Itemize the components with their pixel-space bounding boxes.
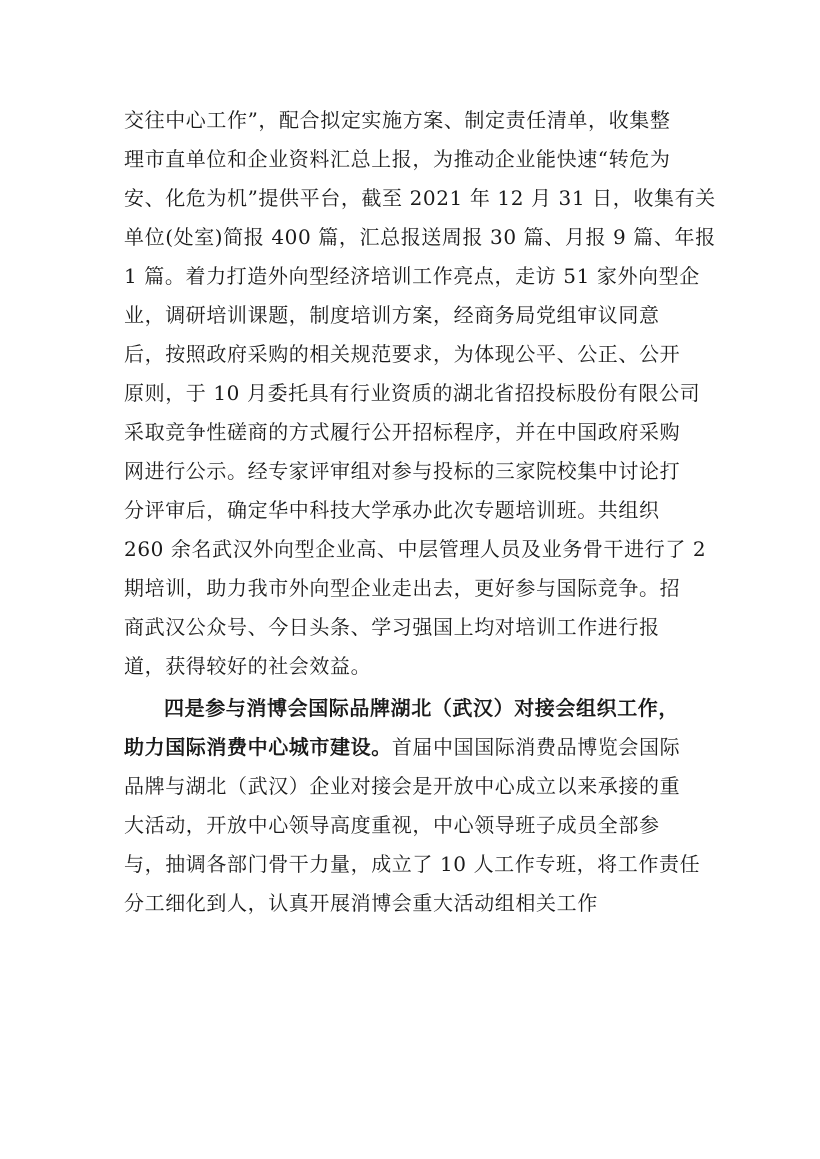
section-heading: 四是参与消博会国际品牌湖北（武汉）对接会组织工作， <box>164 696 679 720</box>
text-line: 安、化危为机”提供平台，截至 2021 年 12 月 31 日，收集有关 <box>124 186 716 210</box>
text-line: 交往中心工作”，配合拟定实施方案、制定责任清单，收集整 <box>124 108 671 132</box>
text-line <box>124 728 724 767</box>
text-span: 首届中国国际消费品博览会国际 <box>391 735 681 759</box>
section-heading-continued: 助力国际消费中心城市建设。 <box>124 735 392 759</box>
text-line: 理市直单位和企业资料汇总上报，为推动企业能快速“转危为 <box>124 147 671 171</box>
text-line: 与，抽调各部门骨干力量，成立了 10 人工作专班，将工作责任 <box>124 852 701 876</box>
text-line: 260 余名武汉外向型企业高、中层管理人员及业务骨干进行了 2 <box>124 537 707 561</box>
text-line: 单位(处室)简报 400 篇，汇总报送周报 30 篇、月报 9 篇、年报 <box>124 225 716 249</box>
text-line: 道，获得较好的社会效益。 <box>124 654 372 678</box>
text-line: 分工细化到人，认真开展消博会重大活动组相关工作 <box>124 891 598 915</box>
text-line: 采取竞争性磋商的方式履行公开招标程序，并在中国政府采购 <box>124 420 681 444</box>
body-text <box>124 101 724 923</box>
text-line: 1 篇。着力打造外向型经济培训工作亮点，走访 51 家外向型企 <box>124 264 700 288</box>
text-line: 业，调研培训课题，制度培训方案，经商务局党组审议同意 <box>124 303 660 327</box>
text-line: 原则，于 10 月委托具有行业资质的湖北省招投标股份有限公司 <box>124 381 701 405</box>
text-line: 大活动，开放中心领导高度重视，中心领导班子成员全部参 <box>124 813 660 837</box>
text-line: 期培训，助力我市外向型企业走出去，更好参与国际竞争。招 <box>124 576 681 600</box>
text-line: 分评审后，确定华中科技大学承办此次专题培训班。共组织 <box>124 498 660 522</box>
text-line: 商武汉公众号、今日头条、学习强国上均对培训工作进行报 <box>124 615 660 639</box>
text-line: 网进行公示。经专家评审组对参与投标的三家院校集中讨论打 <box>124 459 681 483</box>
text-line: 后，按照政府采购的相关规范要求，为体现公平、公正、公开 <box>124 342 681 366</box>
text-line: 品牌与湖北（武汉）企业对接会是开放中心成立以来承接的重 <box>124 774 681 798</box>
